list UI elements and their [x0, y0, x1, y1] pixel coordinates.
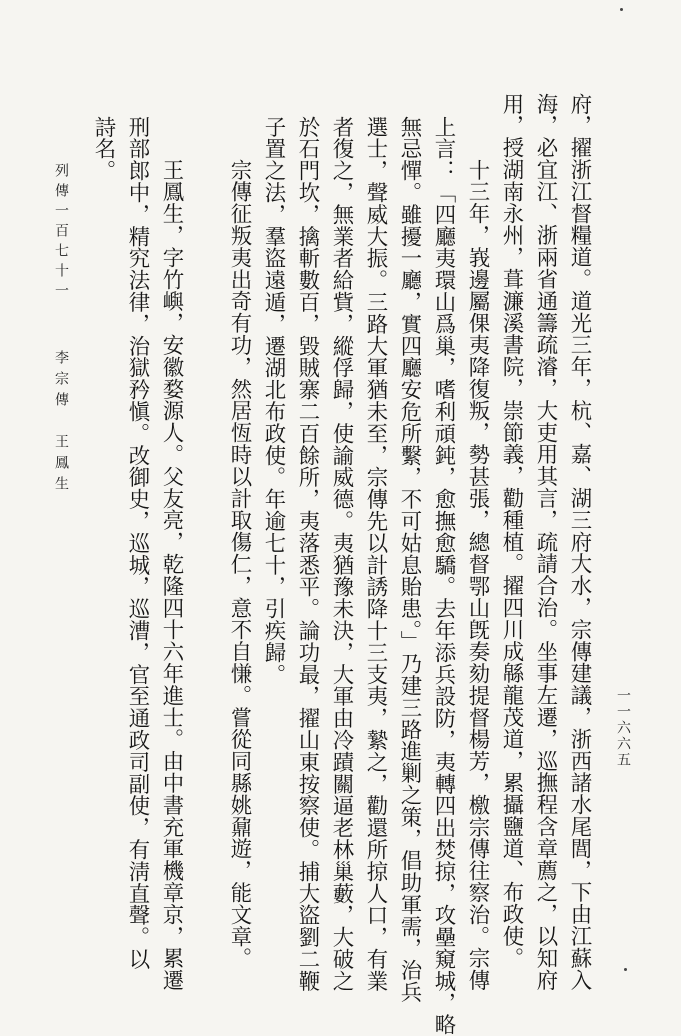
- header-section-title: 列傳一百七十一: [53, 163, 69, 303]
- header-biography-names: 李宗傳 王鳳生: [53, 350, 69, 497]
- scan-speck: [624, 968, 627, 971]
- text-column-3: 用，授湖南永州，葺濂溪書院，崇節義，勸種植。擢四川成緜龍茂道，累攝鹽道、布政使。: [499, 93, 524, 969]
- text-column-8: 者復之，無業者給貲，縱俘歸，使諭威德。夷猶豫未決，大軍由冷蹟關逼老林巢藪，大破之: [329, 116, 354, 992]
- page-number: 一一六六五: [615, 688, 631, 768]
- text-column-1: 府，擢浙江督糧道。道光三年，杭、嘉、湖三府大水，宗傳建議，浙西諸水尾閭，下由江蘇入: [567, 93, 592, 991]
- text-column-9: 於石門坎，擒斬數百，毀賊寨二百餘所，夷落悉平。論功最，擢山東按察使。捕大盜劉二鞭: [295, 116, 320, 992]
- text-column-2: 海，必宜江、浙兩省通籌疏濬，大吏用其言，疏請合治。坐事左遷，巡撫程含章薦之，以知府: [533, 93, 558, 991]
- text-column-5: 上言：「四廳夷環山爲巢，嗜利頑鈍，愈撫愈驕。去年添兵設防，夷轉四出焚掠，攻壘窺城，略: [431, 116, 456, 1036]
- text-column-6: 無忌憚。雖擾一廳，實四廳安危所繫，不可姑息貽患。」乃建三路進剿之策，倡助軍需，治兵: [397, 116, 422, 1004]
- text-column-4: 十三年，峩邊屬倮夷降復叛，勢甚張，總督鄂山旣奏劾提督楊芳，檄宗傳往察治。宗傳: [465, 159, 490, 992]
- text-column-13: 王鳳生，字竹嶼，安徽婺源人。父友亮，乾隆四十六年進士。由中書充軍機章京，累遷: [159, 159, 184, 992]
- text-column-15: 詩名。: [91, 116, 116, 182]
- scan-speck: [620, 8, 623, 11]
- text-column-10: 子置之法，羣盜遠遁，遷湖北布政使。年逾七十，引疾歸。: [261, 116, 286, 686]
- text-column-14: 刑部郎中，精究法律，治獄矜愼。改御史，巡城，巡漕，官至通政司副使，有淸直聲。以: [125, 116, 150, 971]
- text-column-11: 宗傳征叛夷出奇有功，然居恆時以計取傷仁，意不自慊。嘗從同縣姚鼐遊，能文章。: [227, 159, 252, 970]
- text-column-7: 選士，聲威大振。三路大軍猶未至，宗傳先以計誘降十三支夷，縶之，勸還所掠人口，有業: [363, 116, 388, 992]
